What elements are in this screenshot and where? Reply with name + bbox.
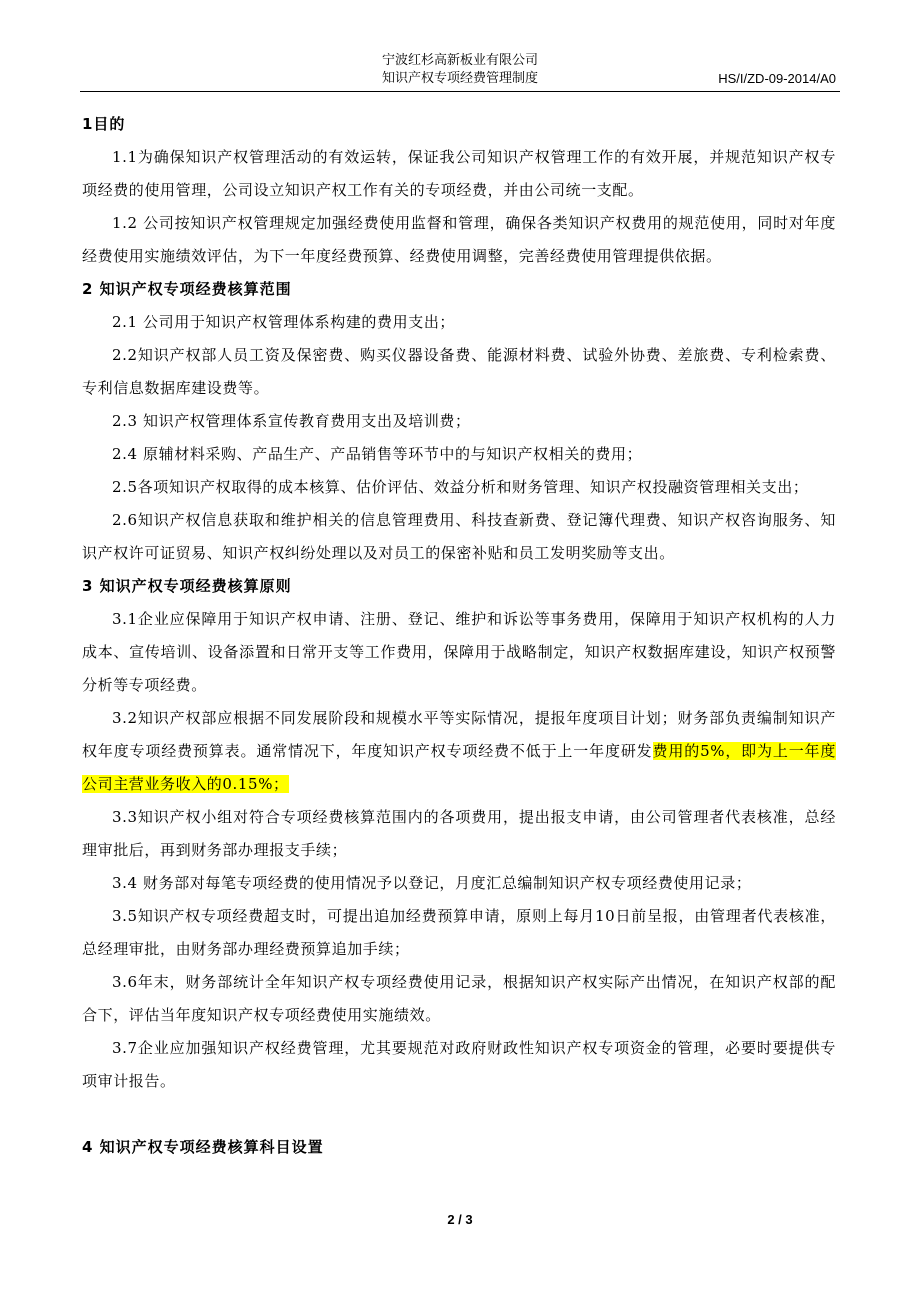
paragraph-3-1: 3.1企业应保障用于知识产权申请、注册、登记、维护和诉讼等事务费用，保障用于知识产权机构的人力成本、宣传培训、设备添置和日常开支等工作费用，保障用于战略制定，知识产权数据库建设，知识产权预警分析等专项经费。: [82, 610, 836, 694]
section-heading-2: 2 知识产权专项经费核算范围: [82, 280, 292, 298]
paragraph-2-4: 2.4 原辅材料采购、产品生产、产品销售等环节中的与知识产权相关的费用；: [112, 445, 643, 463]
paragraph-2-1: 2.1 公司用于知识产权管理体系构建的费用支出；: [112, 313, 456, 331]
paragraph-3-7: 3.7企业应加强知识产权经费管理，尤其要规范对政府财政性知识产权专项资金的管理，必要时要提供专项审计报告。: [82, 1039, 836, 1090]
section-heading-4: 4 知识产权专项经费核算科目设置: [82, 1138, 324, 1156]
paragraph-2-3: 2.3 知识产权管理体系宣传教育费用支出及培训费；: [112, 412, 471, 430]
paragraph-3-6: 3.6年末，财务部统计全年知识产权专项经费使用记录，根据知识产权实际产出情况，在知识产权部的配合下，评估当年度知识产权专项经费使用实施绩效。: [82, 973, 836, 1024]
section-heading-1: 1目的: [82, 115, 126, 133]
paragraph-1-2: 1.2 公司按知识产权管理规定加强经费使用监督和管理，确保各类知识产权费用的规范使用，同时对年度经费使用实施绩效评估，为下一年度经费预算、经费使用调整，完善经费使用管理提供依据。: [82, 214, 836, 265]
header-divider: [80, 91, 840, 92]
page-number: 2 / 3: [447, 1212, 473, 1227]
header-document-title: 知识产权专项经费管理制度: [381, 71, 538, 86]
document-body: [82, 108, 836, 1164]
paragraph-3-4: 3.4 财务部对每笔专项经费的使用情况予以登记，月度汇总编制知识产权专项经费使用记录；: [112, 874, 752, 892]
paragraph-3-3: 3.3知识产权小组对符合专项经费核算范围内的各项费用，提出报支申请，由公司管理者代表核准，总经理审批后，再到财务部办理报支手续；: [82, 808, 836, 859]
paragraph-2-5: 2.5各项知识产权取得的成本核算、估价评估、效益分析和财务管理、知识产权投融资管理相关支出；: [112, 478, 809, 496]
header-company-name: 宁波红杉高新板业有限公司: [381, 53, 538, 68]
paragraph-2-6: 2.6知识产权信息获取和维护相关的信息管理费用、科技查新费、登记簿代理费、知识产权咨询服务、知识产权许可证贸易、知识产权纠纷处理以及对员工的保密补贴和员工发明奖励等支出。: [82, 511, 836, 562]
highlighted-text: 费用的5%，即为上一年度公司主营业务收入的0.15%；: [82, 742, 837, 793]
section-spacer: [82, 1098, 836, 1131]
paragraph-1-1: 1.1为确保知识产权管理活动的有效运转，保证我公司知识产权管理工作的有效开展，并规范知识产权专项经费的使用管理，公司设立知识产权工作有关的专项经费，并由公司统一支配。: [82, 148, 836, 199]
header-document-code: HS/I/ZD-09-2014/A0: [718, 71, 836, 86]
paragraph-3-2-text: 3.2知识产权部应根据不同发展阶段和规模水平等实际情况，提报年度项目计划；财务部负责编制知识产权年度专项经费预算表。通常情况下，年度知识产权专项经费不低于上一年度研发: [82, 709, 836, 760]
section-heading-3: 3 知识产权专项经费核算原则: [82, 577, 292, 595]
paragraph-3-2: [82, 702, 836, 801]
paragraph-2-2: 2.2知识产权部人员工资及保密费、购买仪器设备费、能源材料费、试验外协费、差旅费、专利检索费、专利信息数据库建设费等。: [82, 346, 836, 397]
page-header: [80, 52, 840, 90]
paragraph-3-5: 3.5知识产权专项经费超支时，可提出追加经费预算申请，原则上每月10日前呈报，由管理者代表核准，总经理审批，由财务部办理经费预算追加手续；: [82, 907, 836, 958]
